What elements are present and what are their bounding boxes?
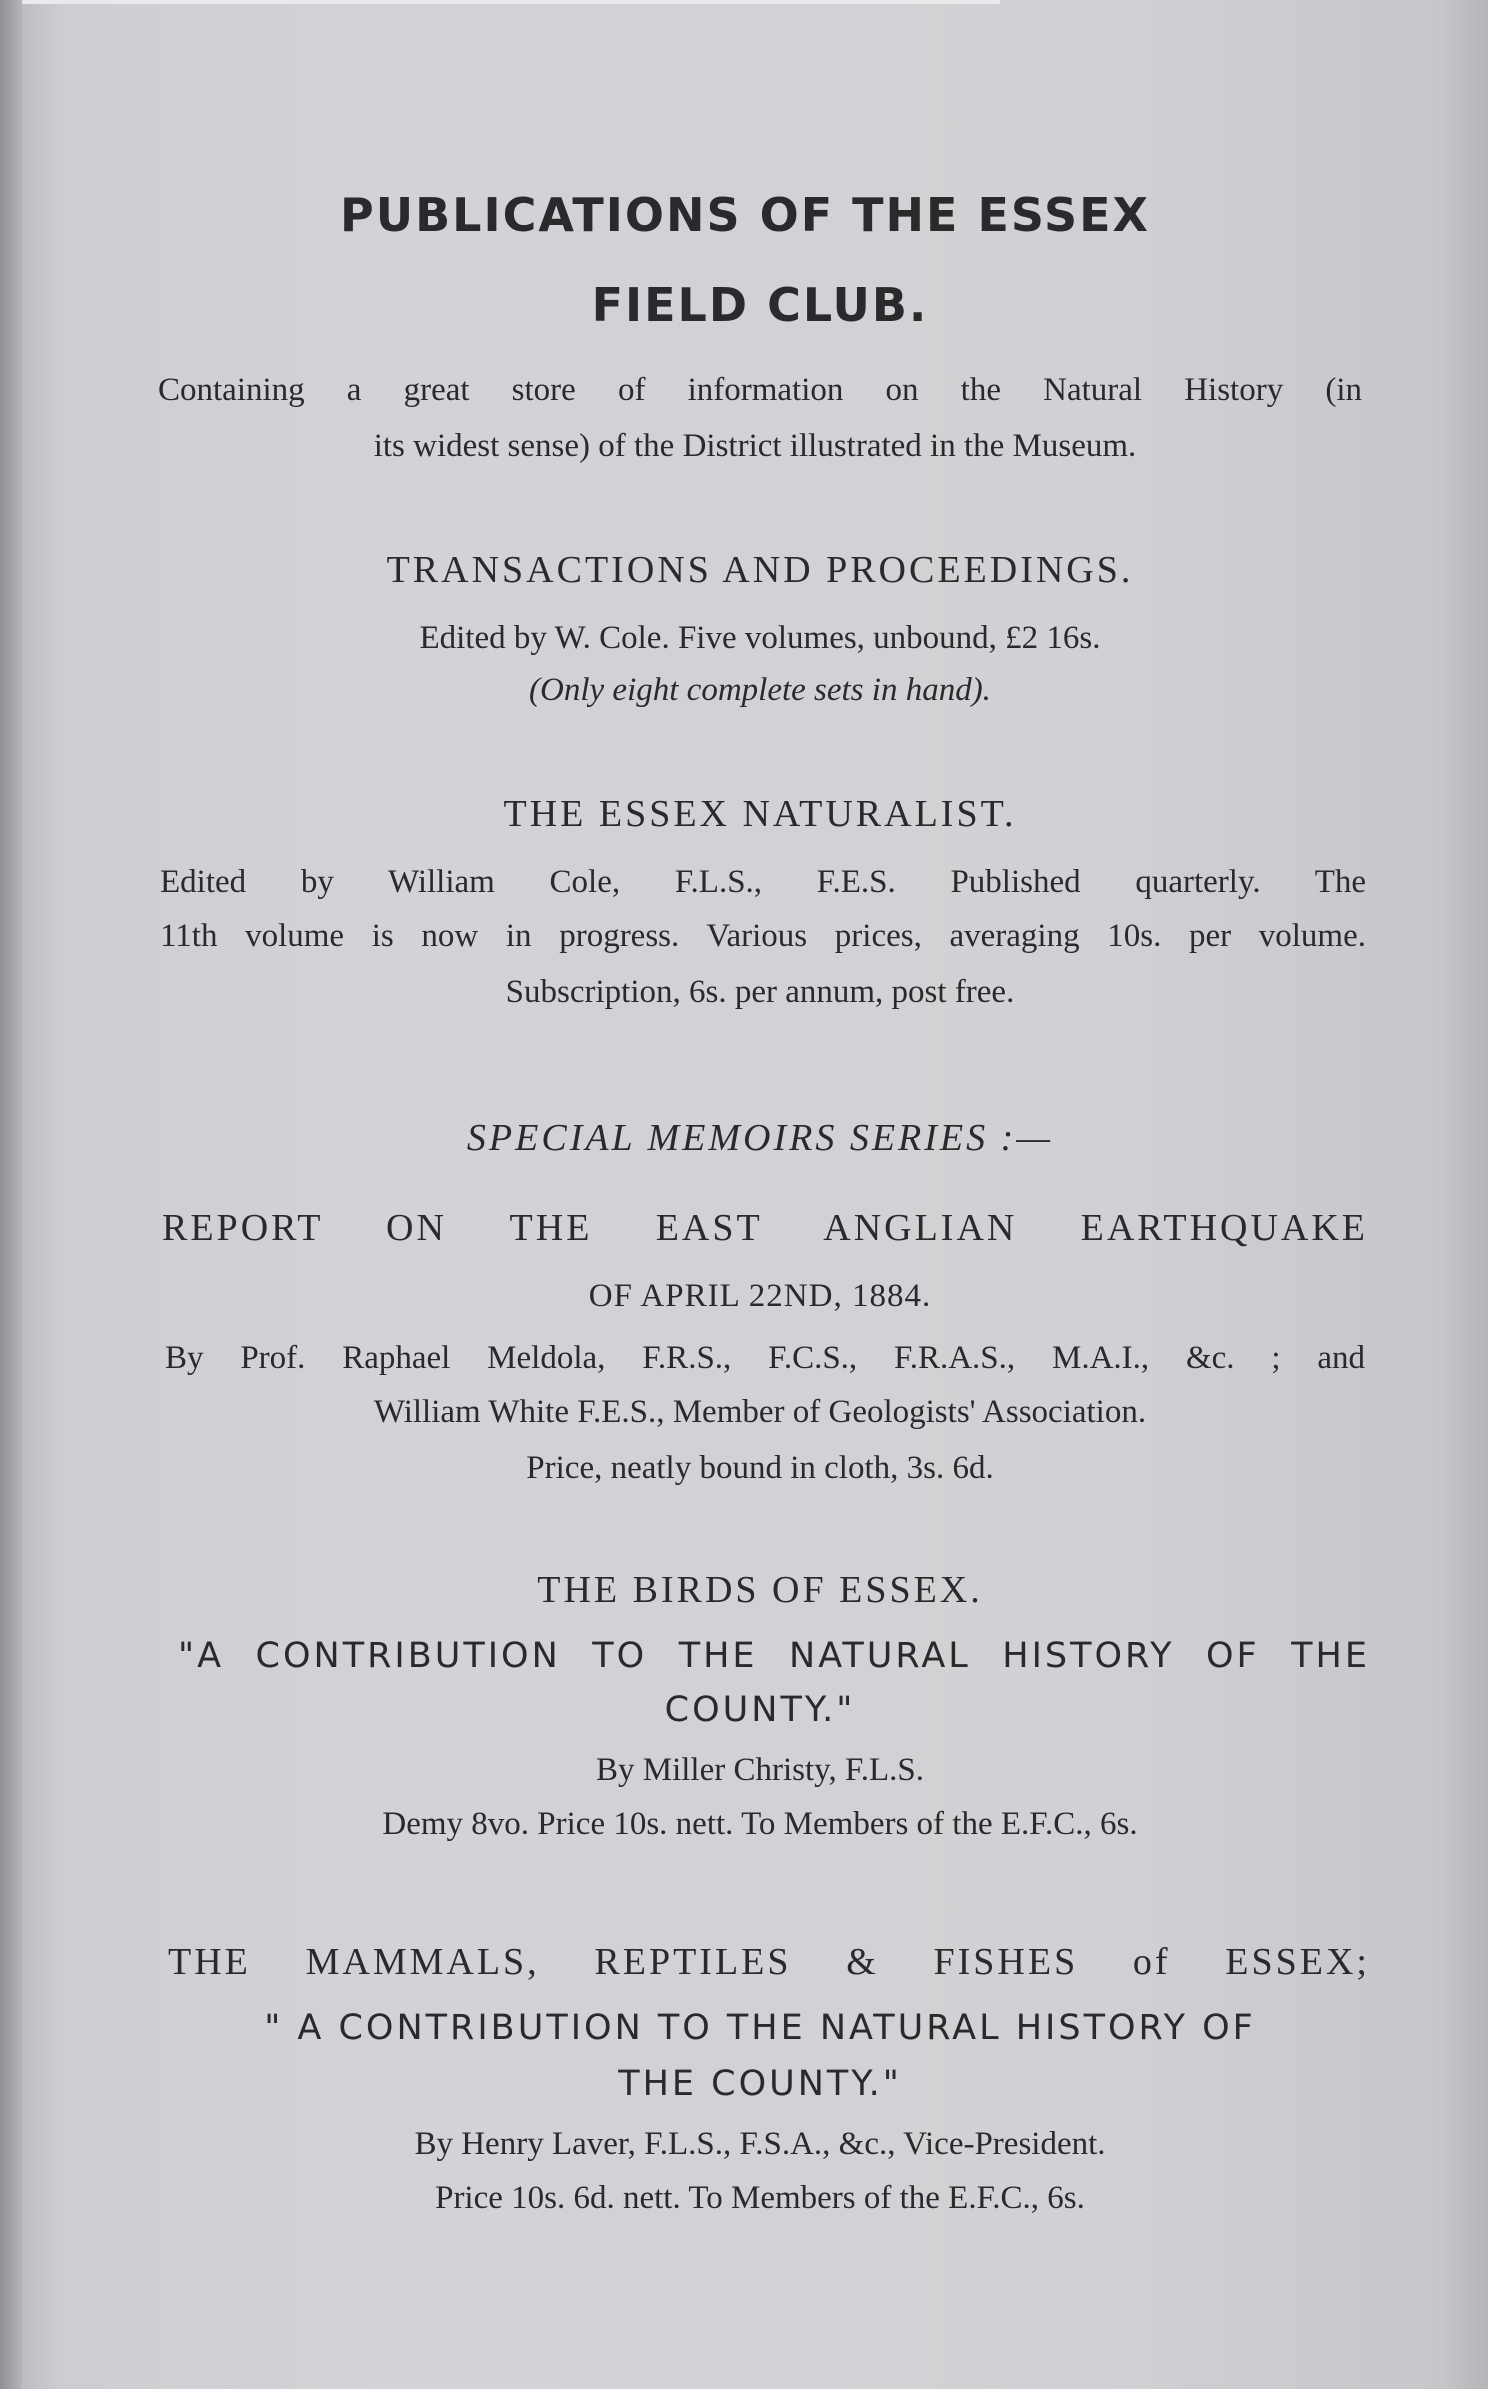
naturalist-heading: THE ESSEX NATURALIST. xyxy=(503,793,1017,835)
mammals-heading: THE MAMMALS, REPTILES & FISHES of ESSEX; xyxy=(168,1941,1370,1983)
naturalist-line2: 11th volume is now in progress. Various prices, averaging 10s. per volume. xyxy=(160,918,1366,954)
birds-subtitle-line1: "A CONTRIBUTION TO THE NATURAL HISTORY OF THE xyxy=(178,1636,1370,1676)
birds-price: Demy 8vo. Price 10s. nett. To Members of the E.F.C., 6s. xyxy=(382,1806,1138,1842)
birds-subtitle-line2: COUNTY." xyxy=(664,1690,856,1730)
birds-author: By Miller Christy, F.L.S. xyxy=(595,1752,924,1788)
transactions-line1: Edited by W. Cole. Five volumes, unbound, £2 16s. xyxy=(419,620,1101,656)
mammals-author: By Henry Laver, F.L.S., F.S.A., &c., Vice-President. xyxy=(414,2126,1106,2162)
mammals-subtitle-line1: " A CONTRIBUTION TO THE NATURAL HISTORY OF xyxy=(264,2008,1256,2048)
intro-line1-text: Containing a great store of information on the Natural History (in xyxy=(158,372,1362,408)
naturalist-line1: Edited by William Cole, F.L.S., F.E.S. Published quarterly. The xyxy=(160,864,1366,900)
transactions-line2: (Only eight complete sets in hand). xyxy=(529,672,991,708)
mammals-subtitle-line2: THE COUNTY." xyxy=(618,2064,902,2104)
page-title-line1: PUBLICATIONS OF THE ESSEX xyxy=(340,188,1150,242)
memoirs-heading: SPECIAL MEMOIRS SERIES :— xyxy=(466,1117,1054,1159)
intro-line2: its widest sense) of the District illustrated in the Museum. xyxy=(373,428,1137,464)
mammals-price: Price 10s. 6d. nett. To Members of the E.F.C., 6s. xyxy=(435,2180,1085,2216)
report-price: Price, neatly bound in cloth, 3s. 6d. xyxy=(526,1450,994,1486)
page-edge xyxy=(0,0,1000,4)
intro-line1 xyxy=(158,372,1362,409)
binding-gutter xyxy=(0,0,22,2389)
report-authors-line1: By Prof. Raphael Meldola, F.R.S., F.C.S., F.R.A.S., M.A.I., &c. ; and xyxy=(165,1340,1365,1376)
transactions-heading: TRANSACTIONS AND PROCEEDINGS. xyxy=(386,549,1134,591)
report-title-line1: REPORT ON THE EAST ANGLIAN EARTHQUAKE xyxy=(162,1207,1368,1249)
report-authors-line2: William White F.E.S., Member of Geologists' Association. xyxy=(373,1394,1147,1430)
report-title-line2: OF APRIL 22ND, 1884. xyxy=(588,1278,932,1314)
naturalist-line3: Subscription, 6s. per annum, post free. xyxy=(505,974,1015,1010)
birds-heading: THE BIRDS OF ESSEX. xyxy=(537,1569,983,1611)
page-title-line2: FIELD CLUB. xyxy=(591,278,929,332)
